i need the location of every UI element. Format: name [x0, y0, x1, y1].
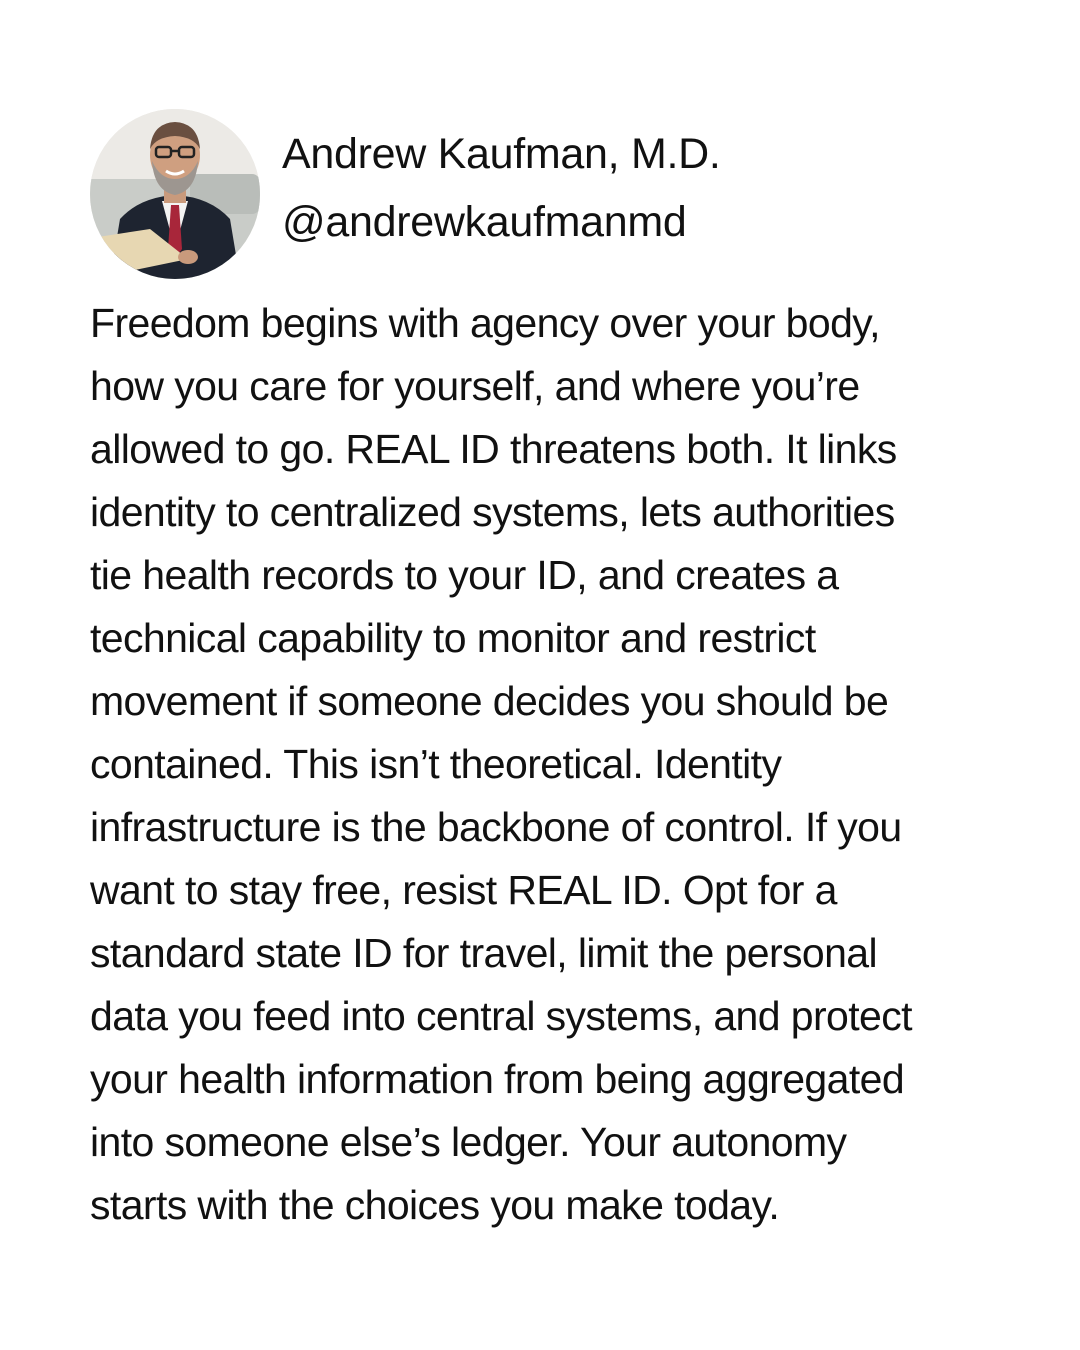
- post-text-line: infrastructure is the backbone of control. If you: [90, 804, 902, 850]
- author-identity: [282, 126, 721, 250]
- author-handle[interactable]: @andrewkaufmanmd: [282, 198, 687, 246]
- post-text-line: Freedom begins with agency over your body,: [90, 300, 880, 346]
- post-text-line: allowed to go. REAL ID threatens both. It links: [90, 426, 897, 472]
- post-header: [90, 108, 721, 280]
- avatar[interactable]: [90, 109, 260, 279]
- post-text-line: contained. This isn’t theoretical. Identity: [90, 741, 782, 787]
- post-body: [90, 292, 1000, 1237]
- post-text-line: into someone else’s ledger. Your autonomy: [90, 1119, 847, 1165]
- author-name[interactable]: Andrew Kaufman, M.D.: [282, 130, 721, 178]
- post-text-line: want to stay free, resist REAL ID. Opt for a: [90, 867, 837, 913]
- post-text-line: technical capability to monitor and restrict: [90, 615, 816, 661]
- post-text-line: standard state ID for travel, limit the personal: [90, 930, 878, 976]
- post-text-line: how you care for yourself, and where you’re: [90, 363, 860, 409]
- person-portrait-icon: [90, 109, 260, 279]
- post-text-line: tie health records to your ID, and creates a: [90, 552, 839, 598]
- post-text-line: identity to centralized systems, lets authorities: [90, 489, 895, 535]
- post-text-line: your health information from being aggregated: [90, 1056, 905, 1102]
- post-text-line: data you feed into central systems, and protect: [90, 993, 912, 1039]
- post-text-line: starts with the choices you make today.: [90, 1182, 780, 1228]
- post-text-line: movement if someone decides you should be: [90, 678, 889, 724]
